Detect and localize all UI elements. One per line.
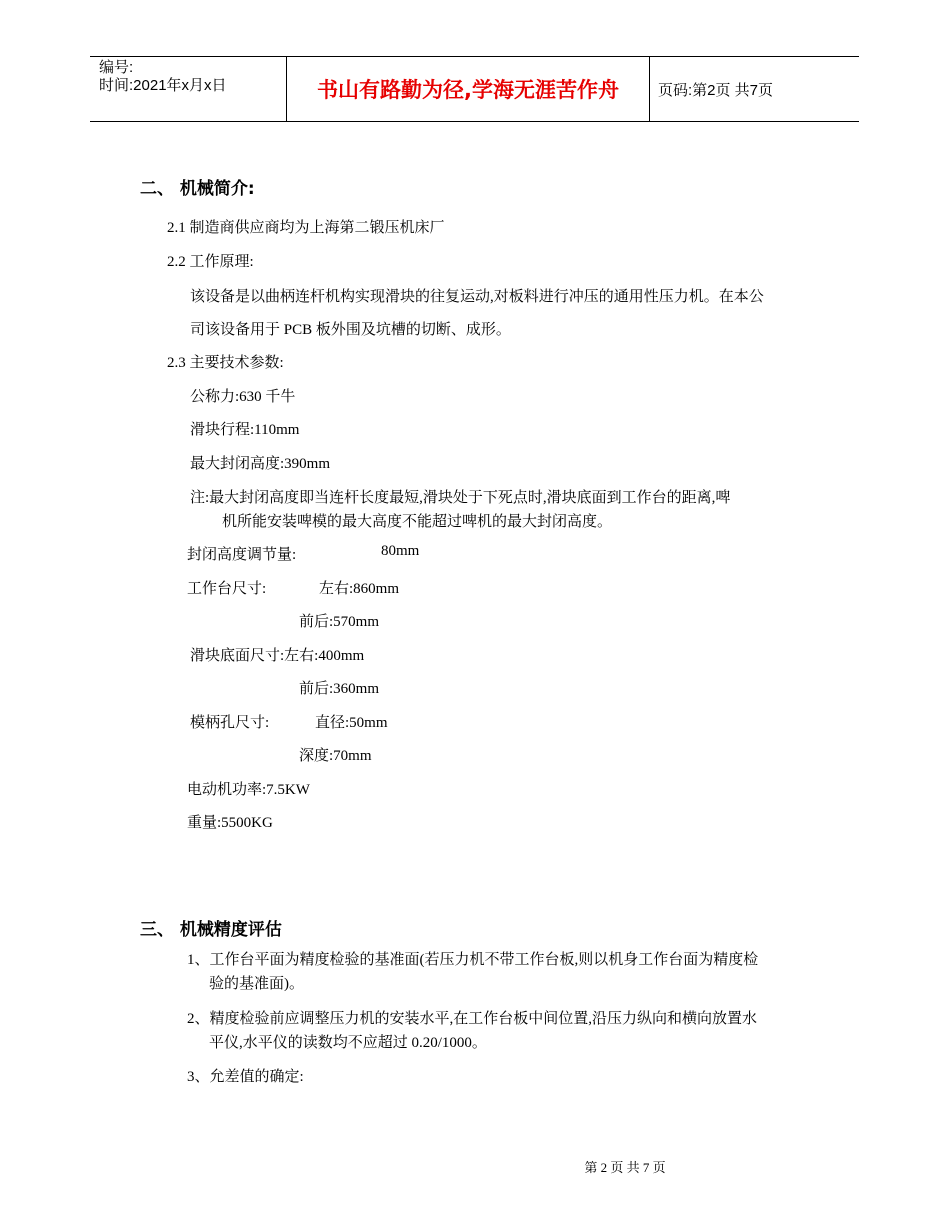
header-meta: [90, 57, 286, 121]
note-line-1: 注:最大封闭高度即当连杆长度最短,滑块处于下死点时,滑块底面到工作台的距离,啤: [190, 490, 731, 506]
param-slide-label: 滑块底面尺寸:左右:400mm: [190, 648, 365, 664]
param-die-depth: 深度:70mm: [299, 748, 372, 764]
s3-item1-line-1: 1、工作台平面为精度检验的基准面(若压力机不带工作台板,则以机身工作台面为精度检: [187, 952, 759, 968]
param-die-dia: 直径:50mm: [315, 715, 388, 731]
principle-line-2: 司该设备用于 PCB 板外围及坑槽的切断、成形。: [190, 322, 511, 338]
header-page-info: 页码:第2页 共7页: [658, 81, 774, 99]
param-table-label: 工作台尺寸:: [187, 581, 267, 597]
param-motor: 电动机功率:7.5KW: [187, 782, 310, 798]
s3-item2-line-2: 平仪,水平仪的读数均不应超过 0.20/1000。: [209, 1035, 487, 1051]
note-line-2: 机所能安装啤模的最大高度不能超过啤机的最大封闭高度。: [222, 514, 613, 530]
header-table: [90, 56, 859, 122]
item-2-2: 2.2 工作原理:: [167, 254, 254, 270]
param-slide-fb: 前后:360mm: [299, 681, 380, 697]
time-label: 时间:2021年x月x日: [99, 77, 227, 94]
param-adjust-value: 80mm: [381, 543, 420, 559]
header-motto: 书山有路勤为径,学海无涯苦作舟: [286, 57, 650, 121]
number-label: 编号:: [99, 59, 134, 76]
section-3-title: 三、 机械精度评估: [140, 920, 282, 940]
item-2-3: 2.3 主要技术参数:: [167, 355, 284, 371]
param-table-lr: 左右:860mm: [319, 581, 400, 597]
param-force: 公称力:630 千牛: [190, 389, 296, 405]
param-max-height: 最大封闭高度:390mm: [190, 456, 331, 472]
param-die-label: 模柄孔尺寸:: [190, 715, 270, 731]
param-adjust-label: 封闭高度调节量:: [187, 547, 297, 563]
item-2-1: 2.1 制造商供应商均为上海第二锻压机床厂: [167, 220, 445, 236]
s3-item2-line-1: 2、精度检验前应调整压力机的安装水平,在工作台板中间位置,沿压力纵向和横向放置水: [187, 1011, 758, 1027]
param-table-fb: 前后:570mm: [299, 614, 380, 630]
page-footer: 第 2 页 共 7 页: [584, 1160, 666, 1175]
principle-line-1: 该设备是以曲柄连杆机构实现滑块的往复运动,对板料进行冲压的通用性压力机。在本公: [190, 289, 764, 305]
section-2-title: 二、 机械简介:: [140, 179, 255, 199]
param-weight: 重量:5500KG: [187, 815, 273, 831]
s3-item3: 3、允差值的确定:: [187, 1069, 304, 1085]
s3-item1-line-2: 验的基准面)。: [209, 976, 304, 992]
param-stroke: 滑块行程:110mm: [190, 422, 300, 438]
